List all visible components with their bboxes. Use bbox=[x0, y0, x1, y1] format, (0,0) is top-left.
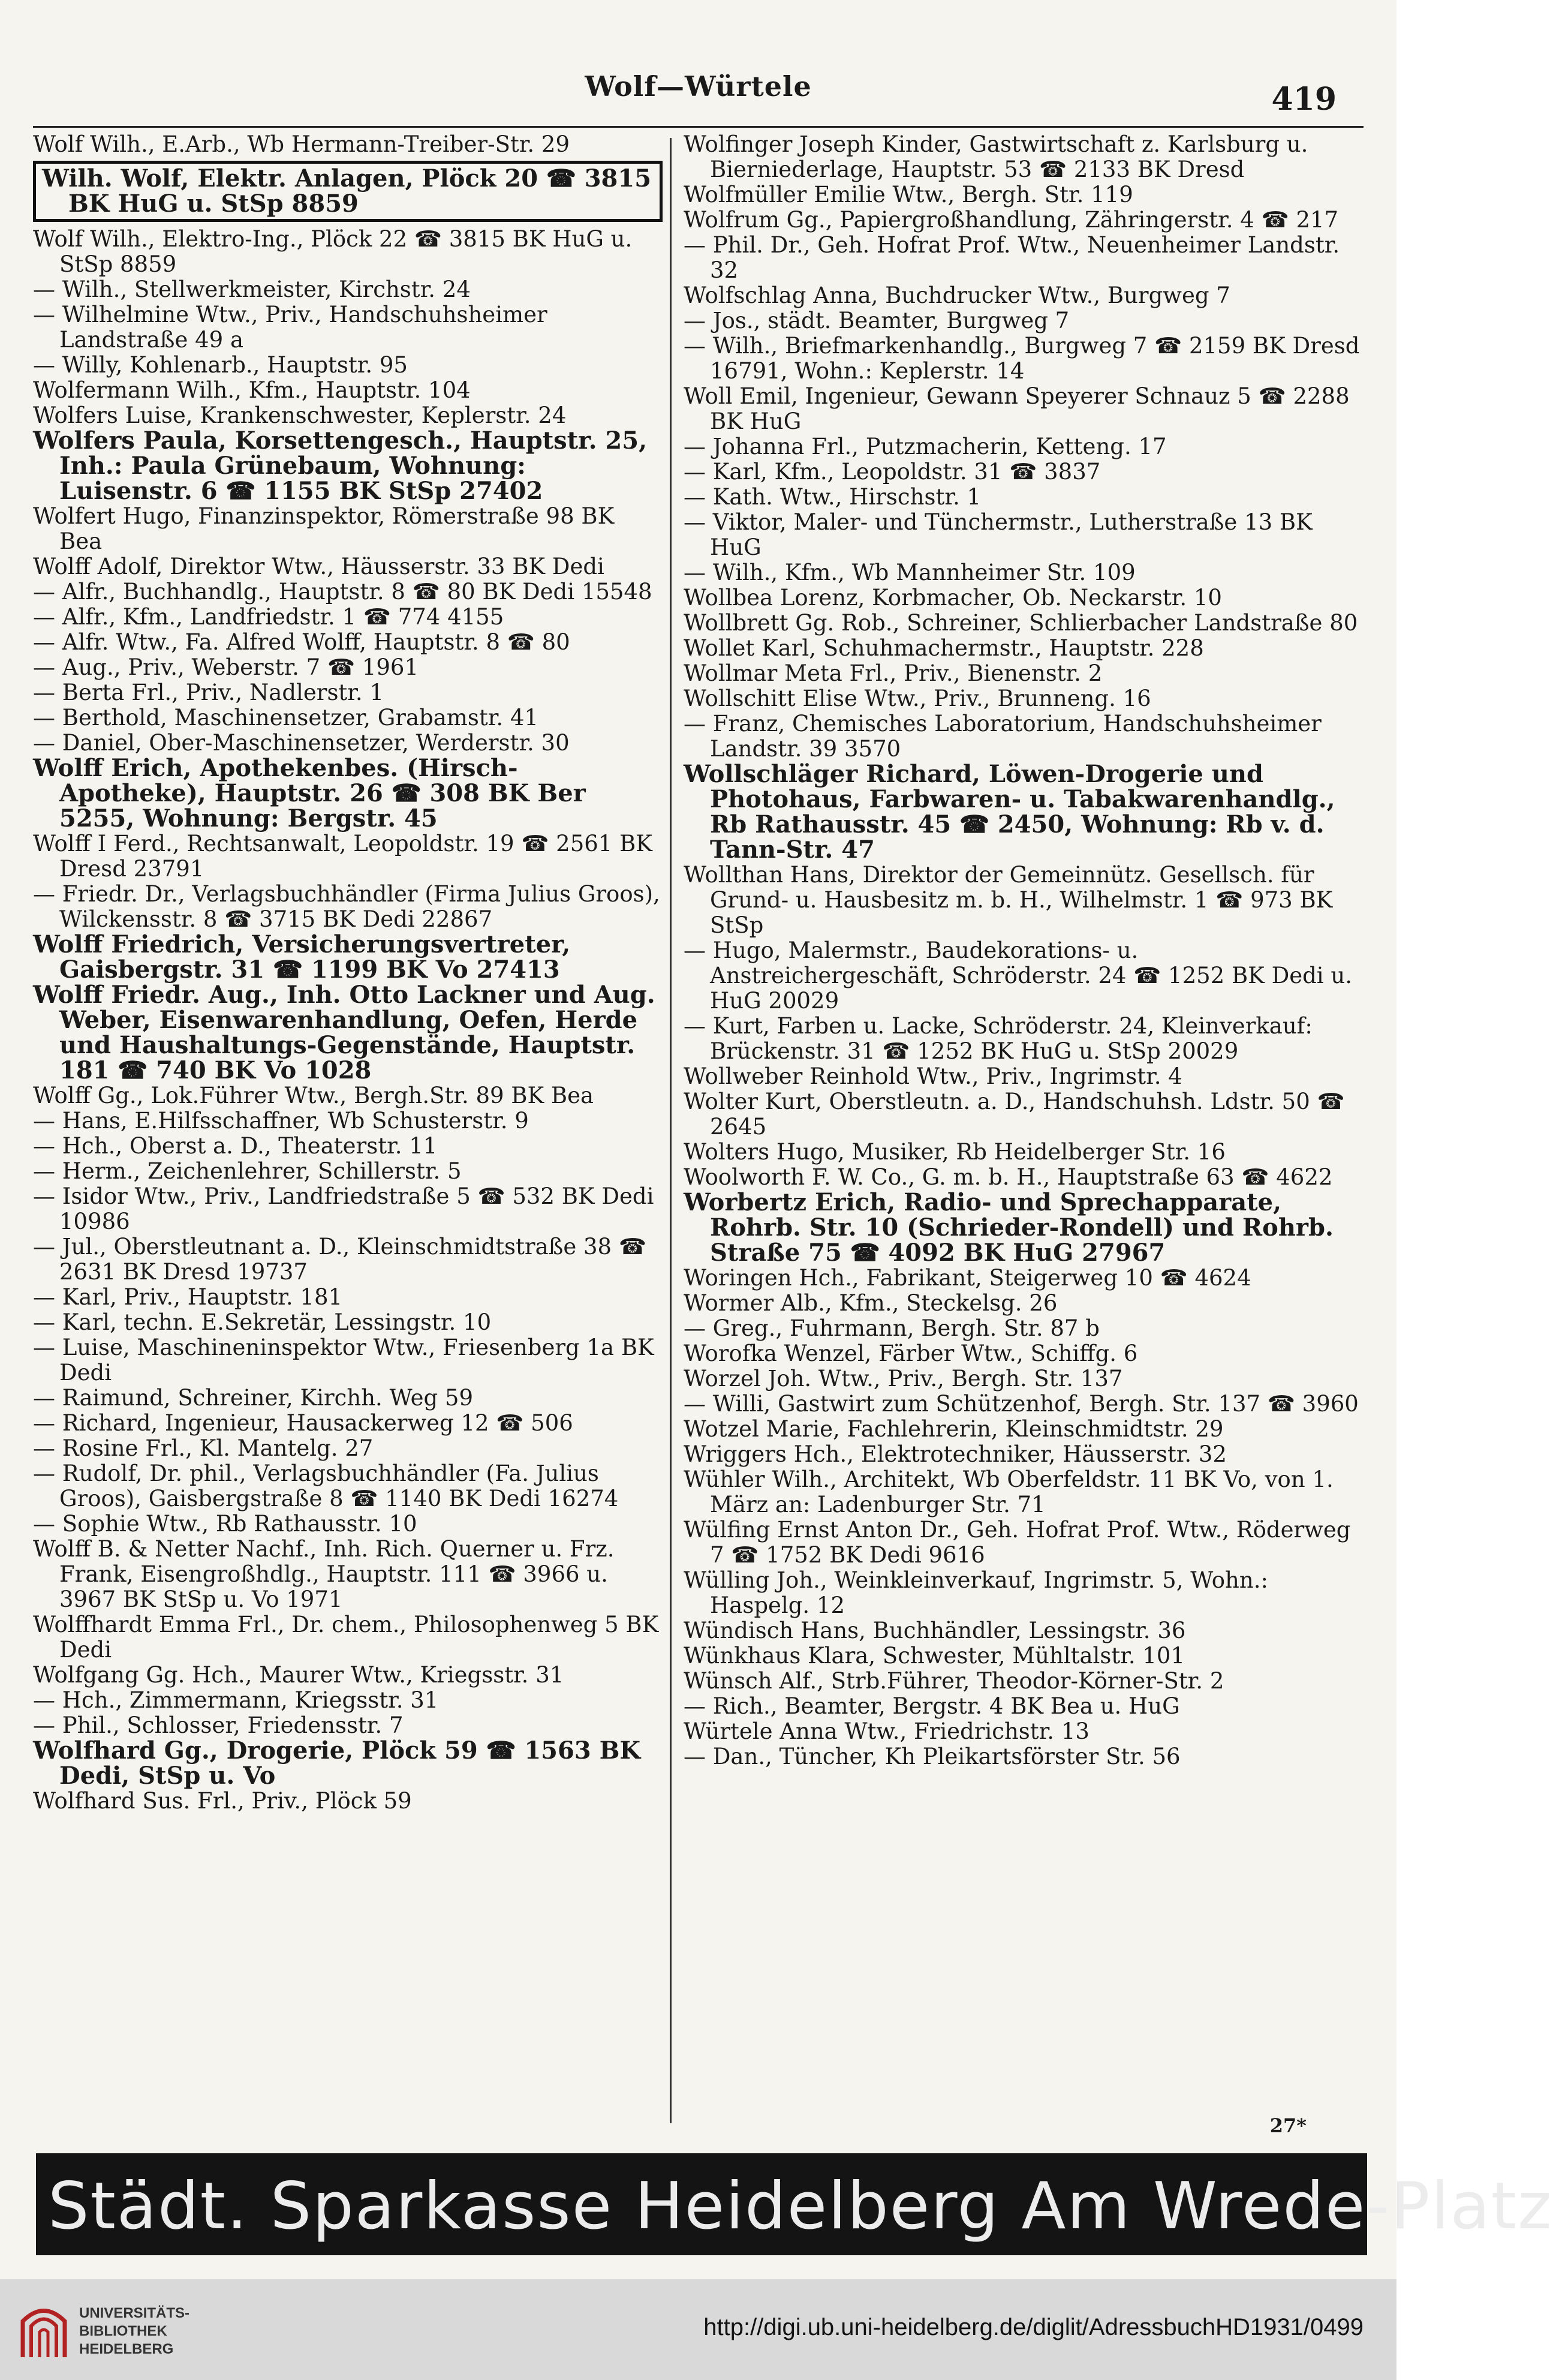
directory-entry: — Hch., Zimmermann, Kriegsstr. 31 bbox=[33, 1687, 439, 1713]
page-header bbox=[0, 57, 1397, 118]
directory-entry: Wolfhard Sus. Frl., Priv., Plöck 59 bbox=[33, 1788, 412, 1814]
directory-entry: Wolffhardt Emma Frl., Dr. chem., Philosophenweg 5 BK Dedi bbox=[33, 1612, 659, 1663]
directory-entry: — Alfr., Kfm., Landfriedstr. 1 ☎ 774 4155 bbox=[33, 604, 504, 630]
signature-mark: 27* bbox=[1269, 2114, 1307, 2137]
directory-entry: — Herm., Zeichenlehrer, Schillerstr. 5 bbox=[33, 1158, 462, 1184]
boxed-advert-entry: Wilh. Wolf, Elektr. Anlagen, Plöck 20 ☎ 3815 BK HuG u. StSp 8859 bbox=[33, 161, 663, 222]
directory-entry: Wollet Karl, Schuhmachermstr., Hauptstr. 228 bbox=[684, 635, 1204, 661]
directory-entry: — Jul., Oberstleutnant a. D., Kleinschmidtstraße 38 ☎ 2631 BK Dresd 19737 bbox=[33, 1234, 646, 1285]
directory-entry: Woll Emil, Ingenieur, Gewann Speyerer Schnauz 5 ☎ 2288 BK HuG bbox=[684, 383, 1350, 434]
directory-entry: — Viktor, Maler- und Tünchermstr., Lutherstraße 13 BK HuG bbox=[684, 509, 1313, 560]
directory-entry: Wolf Wilh., Elektro-Ing., Plöck 22 ☎ 3815 BK HuG u. StSp 8859 bbox=[33, 226, 633, 277]
directory-entry: Wolff B. & Netter Nachf., Inh. Rich. Querner u. Frz. Frank, Eisengroßhdlg., Hauptstr. 111 ☎ 3966 u. 3967 BK StSp u. Vo 1971 bbox=[33, 1536, 615, 1612]
directory-entry: — Jos., städt. Beamter, Burgweg 7 bbox=[684, 308, 1070, 333]
directory-entry: Wolter Kurt, Oberstleutn. a. D., Handschuhsh. Ldstr. 50 ☎ 2645 bbox=[684, 1089, 1345, 1140]
directory-entry: Wolff I Ferd., Rechtsanwalt, Leopoldstr. 19 ☎ 2561 BK Dresd 23791 bbox=[33, 831, 652, 882]
directory-entry: Wolfermann Wilh., Kfm., Hauptstr. 104 bbox=[33, 377, 471, 403]
directory-entry: Wolfgang Gg. Hch., Maurer Wtw., Kriegsstr. 31 bbox=[33, 1662, 564, 1688]
running-title: Wolf—Würtele bbox=[585, 70, 812, 103]
header-rule bbox=[33, 126, 1364, 128]
directory-entry: — Johanna Frl., Putzmacherin, Ketteng. 17 bbox=[684, 434, 1167, 459]
directory-entry: — Alfr. Wtw., Fa. Alfred Wolff, Hauptstr. 8 ☎ 80 bbox=[33, 629, 570, 655]
directory-entry: Wolters Hugo, Musiker, Rb Heidelberger Str. 16 bbox=[684, 1139, 1226, 1165]
directory-entry: — Luise, Maschineninspektor Wtw., Friesenberg 1a BK Dedi bbox=[33, 1335, 654, 1386]
directory-entry: Worbertz Erich, Radio- und Sprechapparate, Rohrb. Str. 10 (Schrieder-Rondell) und Rohrb. Straße 75 ☎ 4092 BK HuG 27967 bbox=[684, 1188, 1334, 1267]
directory-entry: Wühler Wilh., Architekt, Wb Oberfeldstr. 11 BK Vo, von 1. März an: Ladenburger Str. 71 bbox=[684, 1467, 1334, 1517]
directory-entry: — Rich., Beamter, Bergstr. 4 BK Bea u. HuG bbox=[684, 1693, 1180, 1719]
directory-entry: Wülfing Ernst Anton Dr., Geh. Hofrat Prof. Wtw., Röderweg 7 ☎ 1752 BK Dedi 9616 bbox=[684, 1517, 1351, 1568]
right-column bbox=[684, 132, 1367, 2129]
column-divider bbox=[670, 138, 672, 2123]
directory-entry: — Karl, Kfm., Leopoldstr. 31 ☎ 3837 bbox=[684, 459, 1101, 485]
page-number: 419 bbox=[1271, 81, 1337, 118]
source-url-link[interactable]: http://digi.ub.uni-heidelberg.de/diglit/AdressbuchHD1931/0499 bbox=[703, 2314, 1364, 2340]
directory-entry: — Rosine Frl., Kl. Mantelg. 27 bbox=[33, 1435, 374, 1461]
directory-entry: Wolff Erich, Apothekenbes. (Hirsch-Apotheke), Hauptstr. 26 ☎ 308 BK Ber 5255, Wohnung: Bergstr. 45 bbox=[33, 754, 586, 833]
directory-entry: — Friedr. Dr., Verlagsbuchhändler (Firma Julius Groos), Wilckensstr. 8 ☎ 3715 BK Dedi 22867 bbox=[33, 881, 660, 932]
directory-entry: Wülling Joh., Weinkleinverkauf, Ingrimstr. 5, Wohn.: Haspelg. 12 bbox=[684, 1567, 1268, 1618]
directory-entry: Woolworth F. W. Co., G. m. b. H., Hauptstraße 63 ☎ 4622 bbox=[684, 1164, 1333, 1190]
directory-entry: — Phil. Dr., Geh. Hofrat Prof. Wtw., Neuenheimer Landstr. 32 bbox=[684, 232, 1340, 283]
directory-entry: Wollthan Hans, Direktor der Gemeinnütz. Gesellsch. für Grund- u. Hausbesitz m. b. H., Wilhelmstr. 1 ☎ 973 BK StSp bbox=[684, 862, 1333, 938]
directory-entry: Wollschitt Elise Wtw., Priv., Brunneng. 16 bbox=[684, 686, 1151, 711]
directory-entry: Worzel Joh. Wtw., Priv., Bergh. Str. 137 bbox=[684, 1366, 1123, 1392]
directory-entry: Wolf Wilh., E.Arb., Wb Hermann-Treiber-Str. 29 bbox=[33, 131, 570, 157]
directory-entry: Wotzel Marie, Fachlehrerin, Kleinschmidtstr. 29 bbox=[684, 1416, 1224, 1442]
directory-entry: Wolff Friedr. Aug., Inh. Otto Lackner und Aug. Weber, Eisenwarenhandlung, Oefen, Herde und Haushaltungs-Gegenstände, Hauptstr. 181 ☎ 740 BK Vo 1028 bbox=[33, 981, 655, 1084]
directory-entry: — Franz, Chemisches Laboratorium, Handschuhsheimer Landstr. 39 3570 bbox=[684, 711, 1322, 762]
library-name: UNIVERSITÄTS- BIBLIOTHEK HEIDELBERG bbox=[79, 2305, 190, 2357]
directory-entry: — Rudolf, Dr. phil., Verlagsbuchhändler (Fa. Julius Groos), Gaisbergstraße 8 ☎ 1140 BK Dedi 16274 bbox=[33, 1461, 619, 1511]
directory-entry: Wolfers Luise, Krankenschwester, Keplerstr. 24 bbox=[33, 402, 567, 428]
directory-entry: Wündisch Hans, Buchhändler, Lessingstr. 36 bbox=[684, 1618, 1186, 1643]
directory-entry: Wolfinger Joseph Kinder, Gastwirtschaft z. Karlsburg u. Bierniederlage, Hauptstr. 53 ☎ 2133 BK Dresd bbox=[684, 131, 1308, 182]
directory-entry: Wolfmüller Emilie Wtw., Bergh. Str. 119 bbox=[684, 182, 1133, 208]
directory-entry: Wriggers Hch., Elektrotechniker, Häusserstr. 32 bbox=[684, 1441, 1227, 1467]
university-library-logo-icon[interactable] bbox=[17, 2297, 71, 2363]
directory-entry: — Isidor Wtw., Priv., Landfriedstraße 5 ☎ 532 BK Dedi 10986 bbox=[33, 1183, 654, 1234]
directory-entry: — Karl, Priv., Hauptstr. 181 bbox=[33, 1284, 343, 1310]
directory-entry: — Daniel, Ober-Maschinensetzer, Werderstr. 30 bbox=[33, 730, 570, 756]
directory-entry: Wormer Alb., Kfm., Steckelsg. 26 bbox=[684, 1290, 1058, 1316]
directory-entry: — Richard, Ingenieur, Hausackerweg 12 ☎ 506 bbox=[33, 1410, 573, 1436]
left-column bbox=[33, 132, 663, 2129]
directory-entry: Wollmar Meta Frl., Priv., Bienenstr. 2 bbox=[684, 660, 1103, 686]
directory-entry: Wolff Adolf, Direktor Wtw., Häusserstr. 33 BK Dedi bbox=[33, 554, 604, 579]
directory-entry: Wolfert Hugo, Finanzinspektor, Römerstraße 98 BK Bea bbox=[33, 503, 615, 554]
directory-entry: — Greg., Fuhrmann, Bergh. Str. 87 b bbox=[684, 1315, 1100, 1341]
directory-entry: Wolff Friedrich, Versicherungsvertreter, Gaisbergstr. 31 ☎ 1199 BK Vo 27413 bbox=[33, 930, 571, 984]
directory-entry: Wollweber Reinhold Wtw., Priv., Ingrimstr. 4 bbox=[684, 1063, 1182, 1089]
directory-entry: — Kath. Wtw., Hirschstr. 1 bbox=[684, 484, 982, 510]
directory-entry: — Dan., Tüncher, Kh Pleikartsförster Str. 56 bbox=[684, 1744, 1181, 1769]
advertisement-text: Städt. Sparkasse Heidelberg Am Wrede-Platz bbox=[48, 2169, 1553, 2244]
directory-entry: Wolfrum Gg., Papiergroßhandlung, Zähringerstr. 4 ☎ 217 bbox=[684, 207, 1339, 233]
viewer-footer bbox=[0, 2279, 1397, 2380]
directory-entry: Wolfschlag Anna, Buchdrucker Wtw., Burgweg 7 bbox=[684, 283, 1230, 308]
directory-entry: — Hch., Oberst a. D., Theaterstr. 11 bbox=[33, 1133, 438, 1159]
advertisement-banner bbox=[36, 2153, 1553, 2255]
directory-entry: — Karl, techn. E.Sekretär, Lessingstr. 10 bbox=[33, 1309, 492, 1335]
directory-entry: Wünkhaus Klara, Schwester, Mühltalstr. 101 bbox=[684, 1643, 1185, 1669]
directory-entry: — Wilhelmine Wtw., Priv., Handschuhsheimer Landstraße 49 a bbox=[33, 302, 547, 353]
directory-entry: Wolfers Paula, Korsettengesch., Hauptstr. 25, Inh.: Paula Grünebaum, Wohnung: Luisenstr. 6 ☎ 1155 BK StSp 27402 bbox=[33, 426, 648, 505]
directory-entry: Wolfhard Gg., Drogerie, Plöck 59 ☎ 1563 BK Dedi, StSp u. Vo bbox=[33, 1736, 641, 1790]
directory-entry: — Wilh., Stellwerkmeister, Kirchstr. 24 bbox=[33, 277, 471, 302]
directory-entry: Würtele Anna Wtw., Friedrichstr. 13 bbox=[684, 1718, 1089, 1744]
directory-entry: — Alfr., Buchhandlg., Hauptstr. 8 ☎ 80 BK Dedi 15548 bbox=[33, 579, 652, 605]
directory-entry: — Wilh., Kfm., Wb Mannheimer Str. 109 bbox=[684, 560, 1136, 585]
directory-entry: — Willy, Kohlenarb., Hauptstr. 95 bbox=[33, 352, 408, 378]
directory-entry: Wollbea Lorenz, Korbmacher, Ob. Neckarstr. 10 bbox=[684, 585, 1222, 611]
directory-entry: Wolff Gg., Lok.Führer Wtw., Bergh.Str. 89 BK Bea bbox=[33, 1083, 594, 1108]
directory-entry: Wünsch Alf., Strb.Führer, Theodor-Körner-Str. 2 bbox=[684, 1668, 1224, 1694]
directory-entry: — Hans, E.Hilfsschaffner, Wb Schusterstr. 9 bbox=[33, 1108, 529, 1134]
directory-entry: — Sophie Wtw., Rb Rathausstr. 10 bbox=[33, 1511, 417, 1537]
directory-entry: Wollschläger Richard, Löwen-Drogerie und Photohaus, Farbwaren- u. Tabakwarenhandlg., Rb Rathausstr. 45 ☎ 2450, Wohnung: Rb v. d. Tann-Str. 47 bbox=[684, 760, 1335, 864]
directory-entry: — Aug., Priv., Weberstr. 7 ☎ 1961 bbox=[33, 654, 419, 680]
directory-entry: — Hugo, Malermstr., Baudekorations- u. Anstreichergeschäft, Schröderstr. 24 ☎ 1252 BK Dedi u. HuG 20029 bbox=[684, 937, 1352, 1014]
directory-entry: — Berta Frl., Priv., Nadlerstr. 1 bbox=[33, 680, 384, 705]
directory-entry: Woringen Hch., Fabrikant, Steigerweg 10 ☎ 4624 bbox=[684, 1265, 1251, 1291]
directory-entry: Worofka Wenzel, Färber Wtw., Schiffg. 6 bbox=[684, 1341, 1138, 1366]
directory-entry: — Berthold, Maschinensetzer, Grabamstr. 41 bbox=[33, 705, 538, 731]
directory-entry: — Willi, Gastwirt zum Schützenhof, Bergh. Str. 137 ☎ 3960 bbox=[684, 1391, 1359, 1417]
directory-entry: — Kurt, Farben u. Lacke, Schröderstr. 24, Kleinverkauf: Brückenstr. 31 ☎ 1252 BK HuG u. StSp 20029 bbox=[684, 1013, 1313, 1064]
directory-entry: — Phil., Schlosser, Friedensstr. 7 bbox=[33, 1712, 404, 1738]
directory-entry: — Raimund, Schreiner, Kirchh. Weg 59 bbox=[33, 1385, 474, 1411]
directory-entry: Wollbrett Gg. Rob., Schreiner, Schlierbacher Landstraße 80 bbox=[684, 610, 1358, 636]
directory-entry: — Wilh., Briefmarkenhandlg., Burgweg 7 ☎ 2159 BK Dresd 16791, Wohn.: Keplerstr. 14 bbox=[684, 333, 1360, 384]
